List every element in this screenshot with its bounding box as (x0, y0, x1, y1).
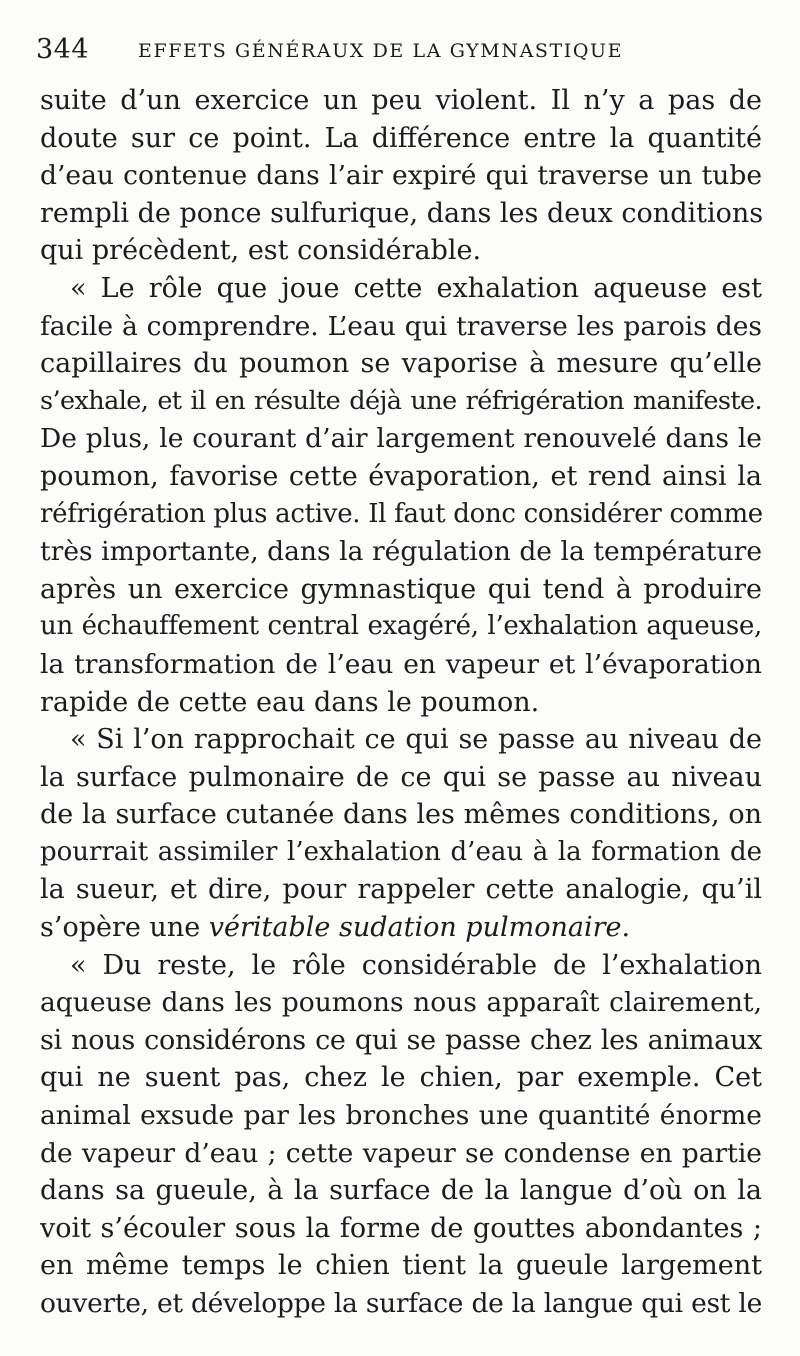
text-line: suite d’un exercice un peu violent. Il n’y a pas de (40, 85, 762, 116)
text-line: aqueuse dans les poumons nous apparaît clairement, (40, 987, 762, 1019)
italic-phrase: véritable sudation pulmonaire (208, 912, 622, 944)
text-line: capillaires du poumon se vaporise à mesure qu’elle (40, 348, 762, 380)
text-line: « Du reste, le rôle considérable de l’exhalation (70, 949, 762, 981)
text-line: facile à comprendre. L’eau qui traverse les parois des (40, 310, 762, 342)
text-line: rempli de ponce sulfurique, dans les deux conditions (40, 197, 764, 229)
running-head (36, 34, 756, 74)
text-line: qui précèdent, est considérable. (40, 235, 482, 267)
text-line: si nous considérons ce qui se passe chez les animaux (40, 1024, 762, 1056)
text-line: « Si l’on rapprochait ce qui se passe au niveau de (70, 724, 762, 756)
text-line: un échauffement central exagéré, l’exhalation aqueuse, (40, 611, 762, 642)
text-line: dans sa gueule, à la surface de la langue d’où on la (40, 1175, 762, 1207)
text-line: réfrigération plus active. Il faut donc considérer comme (40, 498, 763, 529)
running-title: EFFETS GÉNÉRAUX DE LA GYMNASTIQUE (138, 40, 624, 62)
text-line: en même temps le chien tient la gueule largement (40, 1250, 762, 1282)
text-line: De plus, le courant d’air largement renouvelé dans le (40, 423, 762, 455)
text-line: d’eau contenue dans l’air expiré qui traverse un tube (40, 160, 762, 192)
body-text (40, 82, 762, 1323)
text-line: « Le rôle que joue cette exhalation aqueuse est (70, 272, 762, 304)
text-segment: s’opère une (40, 912, 209, 944)
text-line: de la surface cutanée dans les mêmes conditions, on (40, 799, 762, 831)
text-line: de vapeur d’eau ; cette vapeur se condense en partie (40, 1137, 762, 1169)
text-line: voit s’écouler sous la forme de gouttes abondantes ; (40, 1212, 762, 1244)
text-line: la transformation de l’eau en vapeur et l’évaporation (40, 648, 762, 680)
text-line: très importante, dans la régulation de la température (40, 536, 762, 568)
text-line: qui ne suent pas, chez le chien, par exemple. Cet (40, 1062, 762, 1094)
text-line (40, 909, 762, 947)
text-line: après un exercice gymnastique qui tend à produire (40, 573, 762, 605)
text-line: animal exsude par les bronches une quantité énorme (40, 1100, 762, 1132)
text-line: poumon, favorise cette évaporation, et rend ainsi la (40, 460, 762, 492)
text-line: la sueur, et dire, pour rappeler cette analogie, qu’il (40, 874, 762, 906)
text-line: rapide de cette eau dans le poumon. (40, 686, 540, 718)
text-line: doute sur ce point. La différence entre la quantité (40, 122, 762, 154)
text-segment: . (621, 912, 631, 944)
text-line: ouverte, et développe la surface de la langue qui est le (40, 1288, 762, 1319)
text-line: la surface pulmonaire de ce qui se passe au niveau (40, 761, 762, 793)
page-number: 344 (36, 34, 90, 65)
text-line: pourrait assimiler l’exhalation d’eau à la formation de (40, 836, 762, 867)
text-line: s’exhale, et il en résulte déjà une réfrigération manifeste. (40, 385, 762, 416)
